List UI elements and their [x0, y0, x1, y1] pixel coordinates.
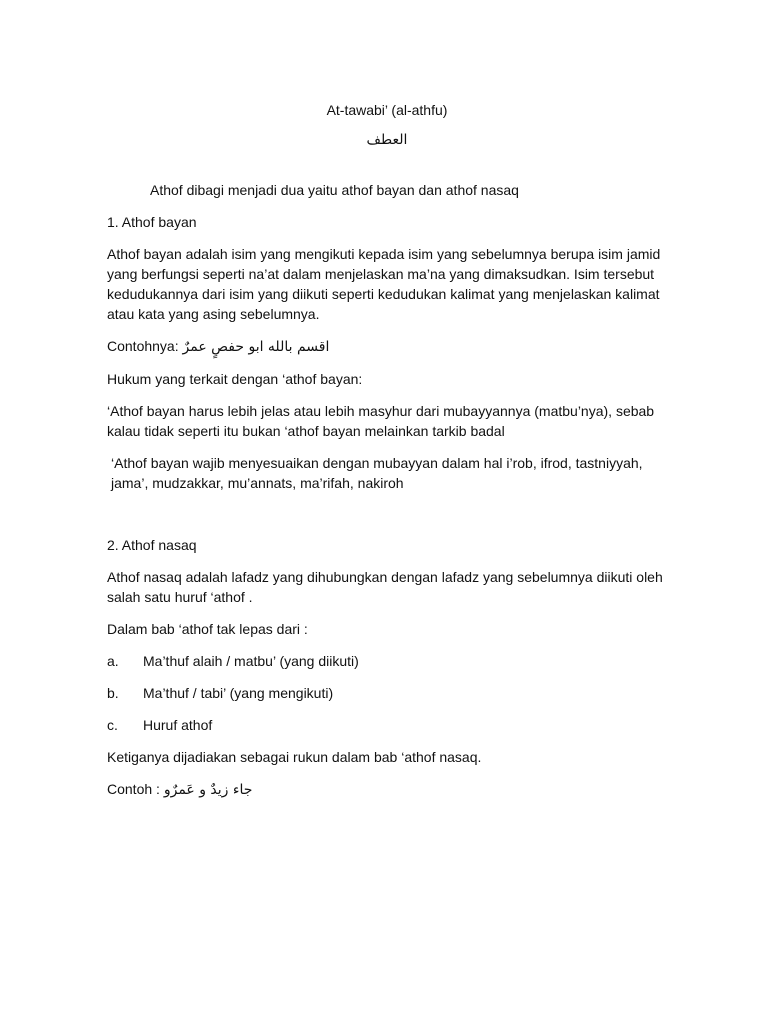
section-1-definition: Athof bayan adalah isim yang mengikuti kepada isim yang sebelumnya berupa isim jamid yang berfungsi seperti na’at dalam menjelaskan ma’na yang dimaksudkan. Isim tersebut kedudukannya dari isim yang diikuti seperti kedudukan kalimat yang menjelaskan kalimat atau kata yang asing sebelumnya.	[107, 246, 661, 322]
list-item	[107, 683, 667, 703]
document-body	[107, 100, 667, 812]
example-label: Contoh :	[107, 781, 160, 797]
list-item	[107, 715, 667, 735]
list-intro: Dalam bab ‘athof tak lepas dari :	[107, 621, 308, 637]
list-item	[107, 651, 667, 671]
document-title: At-tawabi’ (al-athfu)	[326, 102, 448, 118]
section-2-heading: 2. Athof nasaq	[107, 537, 197, 553]
rule-1: ‘Athof bayan harus lebih jelas atau lebih masyhur dari mubayyannya (matbu’nya), sebab kalau tidak seperti itu bukan ‘athof bayan melainkan tarkib badal	[107, 403, 655, 439]
list-marker: b.	[107, 685, 119, 701]
section-1-heading: 1. Athof bayan	[107, 214, 197, 230]
list-text: Ma’thuf / tabi’ (yang mengikuti)	[143, 685, 334, 701]
example-arabic: جاء زيدٌ و عَمرٌو	[163, 782, 253, 798]
spacer	[107, 505, 667, 535]
list-text: Huruf athof	[143, 717, 213, 733]
section-2-example	[107, 779, 667, 800]
arabic-title: العطف	[366, 132, 408, 148]
conclusion-paragraph: Ketiganya dijadiakan sebagai rukun dalam bab ‘athof nasaq.	[107, 749, 482, 765]
example-label: Contohnya:	[107, 338, 179, 354]
list-marker: c.	[107, 717, 118, 733]
section-2-definition: Athof nasaq adalah lafadz yang dihubungkan dengan lafadz yang sebelumnya diikuti oleh salah satu huruf ‘athof .	[107, 569, 663, 605]
example-arabic: اقسم بالله ابو حفصٍ عمرٌ	[182, 339, 330, 355]
rule-2: ‘Athof bayan wajib menyesuaikan dengan mubayyan dalam hal i’rob, ifrod, tastniyyah, jama’, mudzakkar, mu’annats, ma’rifah, nakiroh	[111, 455, 643, 491]
intro-paragraph: Athof dibagi menjadi dua yaitu athof bayan dan athof nasaq	[150, 182, 519, 198]
list-marker: a.	[107, 653, 119, 669]
rules-heading: Hukum yang terkait dengan ‘athof bayan:	[107, 371, 363, 387]
list-text: Ma’thuf alaih / matbu’ (yang diikuti)	[143, 653, 359, 669]
section-1-example	[107, 336, 667, 357]
